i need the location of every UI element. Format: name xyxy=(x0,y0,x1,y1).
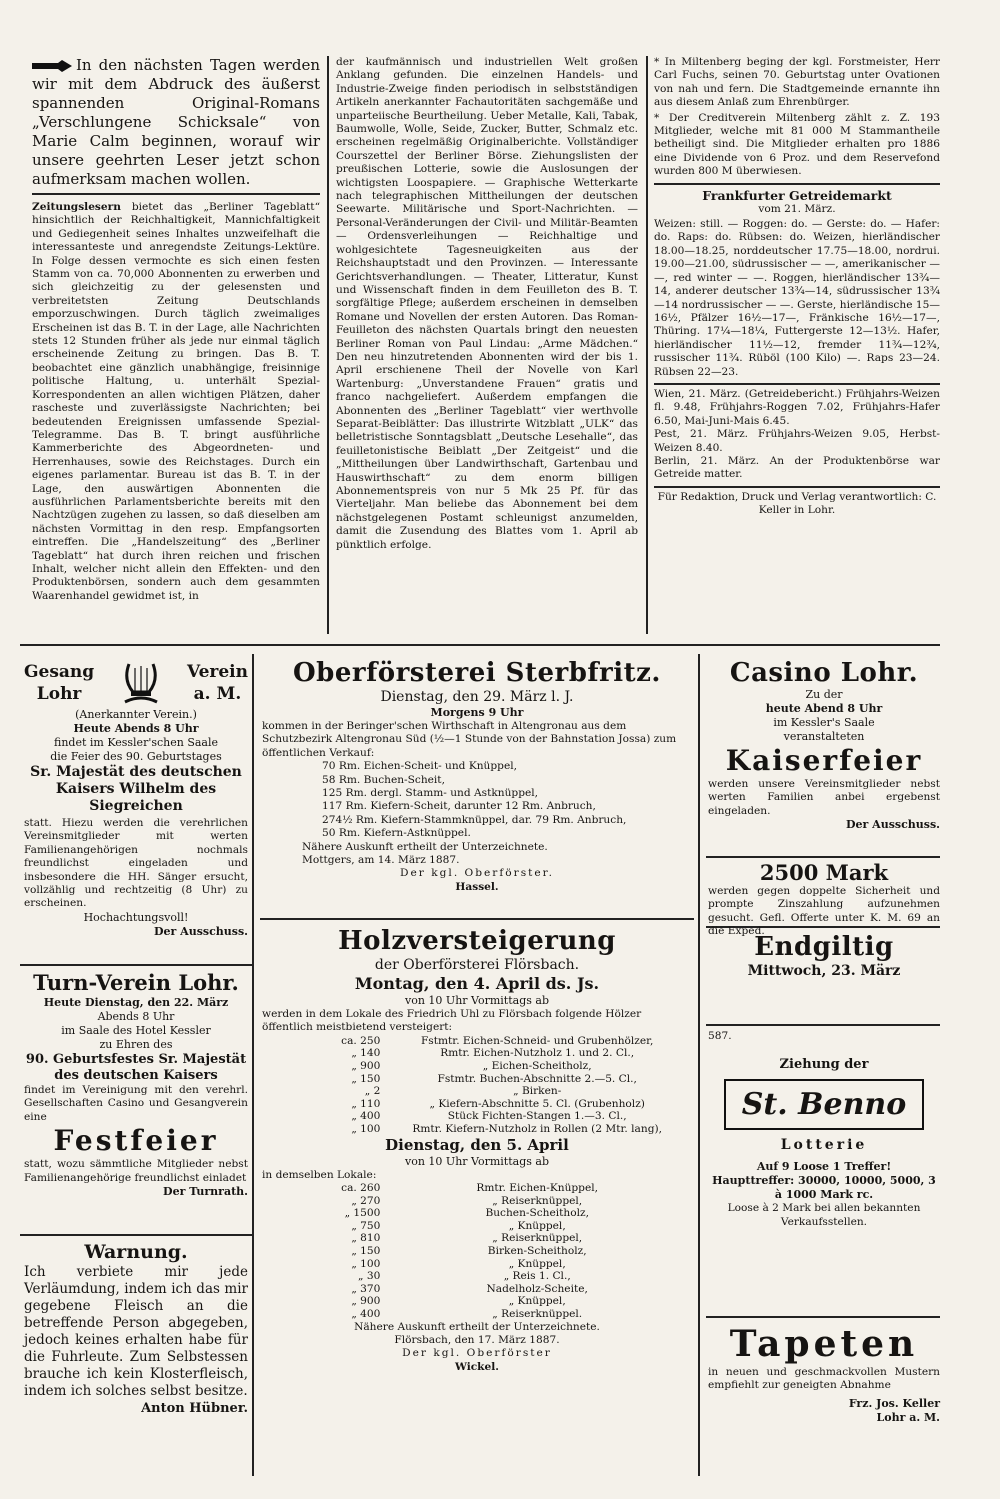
market-berlin: Berlin, 21. März. An der Produktenbörse war Getreide matter. xyxy=(654,454,940,481)
gesang-invitation: statt. Hiezu werden die verehrlichen Vereinsmitglieder mit werten Familienangehörigen nochmals freundlichst eingeladen und insbesondere die HH. Sänger ersucht, vollzählig und rechtzeitig (8 Uhr) zu erscheinen. xyxy=(24,817,248,910)
warnung-signature: Anton Hübner. xyxy=(141,1401,248,1416)
turn-place: im Saale des Hotel Kessler xyxy=(61,1024,211,1037)
wood-lot-row xyxy=(262,1295,692,1308)
wood-lot-row xyxy=(262,1308,692,1321)
wood-lot-description: Nadelholz-Scheite, xyxy=(486,1282,588,1295)
section-rule xyxy=(654,486,940,488)
gesang-word: Gesang xyxy=(24,662,95,682)
wood-lot-quantity: „ 400 xyxy=(351,1110,381,1123)
tageblatt-article xyxy=(32,201,320,603)
casino-l1: Zu der xyxy=(805,688,843,701)
wood-lot-description: „ Knüppel, xyxy=(508,1257,566,1270)
holz-title: Holzversteigerung xyxy=(338,926,616,956)
wood-lot-description: „ Kiefern-Abschnitte 5. Cl. (Grubenholz) xyxy=(429,1097,645,1110)
sterb-item: 274½ Rm. Kiefern-Stammknüppel, dar. 79 Rm. Anbruch, xyxy=(322,813,627,826)
wood-lot-quantity: ca. 250 xyxy=(341,1034,381,1047)
holz-outro: Nähere Auskunft ertheilt der Unterzeichnete. xyxy=(354,1320,600,1333)
holz-time2: von 10 Uhr Vormittags ab xyxy=(405,1154,549,1168)
column-left xyxy=(32,56,320,636)
section-rule xyxy=(20,964,252,966)
imprint: Für Redaktion, Druck und Verlag verantwortlich: C. Keller in Lohr. xyxy=(657,490,937,517)
gesang-recognized: (Anerkannter Verein.) xyxy=(75,708,197,721)
mark-text: werden gegen doppelte Sicherheit und prompte Zinszahlung aufzunehmen gesucht. Gefl. Offerte unter K. M. 69 an die Exped. xyxy=(708,885,940,938)
tapeten-title: Tapeten xyxy=(729,1323,919,1365)
wood-lot-row xyxy=(262,1207,692,1220)
turn-date: Heute Dienstag, den 22. März xyxy=(43,996,229,1009)
lotterie-price: Loose à 2 Mark bei allen bekannten Verkaufsstellen. xyxy=(727,1202,921,1228)
ad-turn-verein xyxy=(24,970,248,1230)
wood-lot-row xyxy=(262,1232,692,1245)
holz-sig1: Der kgl. Oberförster xyxy=(402,1347,552,1360)
market-title: Frankfurter Getreidemarkt xyxy=(702,187,892,203)
section-rule xyxy=(706,856,940,858)
wood-lot-quantity: „ 900 xyxy=(351,1295,381,1308)
wood-lot-row xyxy=(262,1123,692,1136)
ad-2500-mark xyxy=(708,860,940,938)
verein-word: Verein xyxy=(186,662,248,682)
sterb-sig1: Der kgl. Oberförster. xyxy=(400,867,554,880)
tapeten-sig2: Lohr a. M. xyxy=(876,1410,940,1424)
wood-lot-quantity: „ 150 xyxy=(351,1244,381,1257)
wood-lot-quantity: „ 370 xyxy=(351,1282,381,1295)
tageblatt-heading: Zeitungslesern xyxy=(32,201,121,213)
lyre-icon xyxy=(119,658,163,708)
holz-date1: Montag, den 4. April ds. Js. xyxy=(354,974,600,993)
endgiltig-date: Mittwoch, 23. März xyxy=(747,963,901,979)
casino-time: heute Abend 8 Uhr xyxy=(765,702,883,715)
wood-lot-row xyxy=(262,1073,692,1086)
turn-honor: zu Ehren des xyxy=(99,1038,173,1051)
newspaper-page xyxy=(20,56,940,1476)
lotterie-number: 587. xyxy=(708,1030,732,1042)
wood-lot-row xyxy=(262,1195,692,1208)
section-rule xyxy=(706,1024,940,1026)
wood-lot-description: Fstmtr. Buchen-Abschnitte 2.—5. Cl., xyxy=(437,1072,637,1085)
gesang-greeting: Hochachtungsvoll! xyxy=(83,910,189,924)
gesang-occasion: die Feier des 90. Geburtstages xyxy=(50,750,222,763)
sterb-item: 117 Rm. Kiefern-Scheit, darunter 12 Rm. Anbruch, xyxy=(322,800,596,813)
ad-oberfoersterei-sterbfritz xyxy=(262,658,692,914)
ad-casino-lohr xyxy=(708,658,940,852)
sterb-item: 58 Rm. Buchen-Scheit, xyxy=(322,773,445,786)
wood-lot-quantity: „ 270 xyxy=(351,1194,381,1207)
wood-lot-description: „ Reiserknüppel, xyxy=(492,1232,583,1245)
wood-lot-row xyxy=(262,1098,692,1111)
warnung-title: Warnung. xyxy=(84,1241,188,1263)
casino-l4: veranstalteten xyxy=(783,730,865,743)
casino-invitation: werden unsere Vereinsmitglieder nebst werten Familien anbei ergebenst eingeladen. xyxy=(708,778,940,817)
holz-place: Flörsbach, den 17. März 1887. xyxy=(394,1333,560,1346)
wood-lot-description: Rmtr. Eichen-Knüppel, xyxy=(476,1181,598,1194)
wood-lot-quantity: ca. 260 xyxy=(341,1181,381,1194)
column-rule xyxy=(646,56,648,634)
wood-lot-quantity: „ 140 xyxy=(351,1047,381,1060)
lotterie-prizes: Haupttreffer: 30000, 10000, 5000, 3 à 1000 Mark rc. xyxy=(712,1174,936,1202)
gesang-place: findet im Kessler'schen Saale xyxy=(53,736,219,749)
holz-time1: von 10 Uhr Vormittags ab xyxy=(405,994,549,1007)
sterb-item: 125 Rm. dergl. Stamm- und Astknüppel, xyxy=(322,787,539,800)
local-news-miltenberg: * In Miltenberg beging der kgl. Forstmeister, Herr Carl Fuchs, seinen 70. Geburtstag unter Ovationen von nah und fern. Die Stadtgemeinde ernannte ihn aus diesem Anlaß zum Ehrenbürger. xyxy=(654,56,940,109)
casino-place: im Kessler's Saale xyxy=(773,716,875,729)
wood-lot-row xyxy=(262,1035,692,1048)
market-wien: Wien, 21. März. (Getreidebericht.) Frühjahrs-Weizen fl. 9.48, Frühjahrs-Roggen 7.02, Frühjahrs-Hafer 6.50, Mai-Juni-Mais 6.45. xyxy=(654,387,940,427)
section-rule xyxy=(32,193,320,195)
wood-lot-row xyxy=(262,1245,692,1258)
section-rule xyxy=(20,644,940,646)
wood-lot-description: „ Reiserknüppel, xyxy=(492,1194,583,1207)
ad-warnung xyxy=(24,1240,248,1474)
ad-endgiltig xyxy=(708,932,940,1020)
lotterie-word: Lotterie xyxy=(780,1137,868,1154)
section-rule xyxy=(20,1234,252,1236)
market-date: vom 21. März. xyxy=(758,202,836,215)
ad-holzversteigerung xyxy=(262,926,692,1474)
wood-lot-quantity: „ 2 xyxy=(364,1085,381,1098)
casino-signature: Der Ausschuss. xyxy=(846,818,940,832)
tageblatt-continued: der kaufmännisch und industriellen Welt großen Anklang gefunden. Die einzelnen Handels- und Industrie-Zweige finden periodisch in selbstständigen Artikeln anerkannter Fachautoritäten sachgemäße und unparteiische Beurtheilung. Ueber Metalle, Kali, Tabak, Baumwolle, Wolle, Seide, Zucker, Butter, Schmalz etc. erscheinen regelmäßig Originalberichte. Vollständiger Courszettel der Berliner Börse. Ziehungslisten der preußischen Lotterie, sowie die Auslosungen der wichtigsten Loospapiere. — Graphische Wetterkarte nach telegraphischen Mittheilungen der deutschen Seewarte. Militärische und Sport-Nachrichten. — Personal-Veränderungen der Civil- und Militär-Beamten — Ordensverleihungen — Reichhaltige und wohlgesichtete Tagesneuigkeiten aus der Reichshauptstadt und den Provinzen. — Interessante Gerichtsverhandlungen. — Theater, Litteratur, Kunst und Wissenschaft finden in dem Feuilleton des B. T. sorgfältige Pflege; außerdem erscheinen in demselben Romane und Novellen der ersten Autoren. Das Roman-Feuilleton des nächsten Quartals bringt den neuesten Berliner Roman von Paul Lindau: „Arme Mädchen.“ Den neu hinzutretenden Abonnenten wird der bis 1. April erschienene Theil der Novelle von Karl Wartenburg: „Unverstandene Frauen“ gratis und franco nachgeliefert. Außerdem empfangen die Abonnenten des „Berliner Tageblatt“ vier werthvolle Separat-Beiblätter: Das illustrirte Witzblatt „ULK“ das belletristische Sonntagsblatt „Deutsche Lesehalle“, das feuilletonistische Beiblatt „Der Zeitgeist“ und die „Mittheilungen über Landwirthschaft, Gartenbau und Hauswirthschaft“ zu dem enorm billigen Abonnementspreis von nur 5 Mk 25 Pf. für das Vierteljahr. Man beliebe das Abonnement bei dem nächstgelegenen Postamt schleunigst anzumelden, damit die Zusendung des Blattes vom 1. April ab pünktlich erfolge. xyxy=(336,56,638,551)
wood-lot-description: Rmtr. Eichen-Nutzholz 1. und 2. Cl., xyxy=(440,1047,635,1060)
holz-location2: in demselben Lokale: xyxy=(262,1168,377,1181)
turn-time: Abends 8 Uhr xyxy=(97,1010,175,1023)
wood-lot-quantity: „ 810 xyxy=(351,1232,381,1245)
section-rule xyxy=(706,1316,940,1318)
wood-lot-row xyxy=(262,1182,692,1195)
wood-lot-quantity: „ 100 xyxy=(351,1122,381,1135)
local-news-creditverein: * Der Creditverein Miltenberg zählt z. Z. 193 Mitglieder, welche mit 81 000 M Stammantheile betheiligt sind. Die Mitglieder erhalten pro 1886 eine Dividende von 6 Proz. und dem Reservefond wurden 800 M überwiesen. xyxy=(654,111,940,178)
section-rule xyxy=(654,383,940,385)
wood-lot-quantity: „ 750 xyxy=(351,1219,381,1232)
wood-lot-description: Rmtr. Kiefern-Nutzholz in Rollen (2 Mtr. lang), xyxy=(412,1122,662,1135)
sterb-outro: Nähere Auskunft ertheilt der Unterzeichnete. xyxy=(302,840,548,853)
warnung-text: Ich verbiete mir jede Verläumdung, indem ich das mir gegebene Fleisch an die betreffende Person abgegeben, jedoch keines erhalten habe für die Fuhrleute. Zum Selbstessen brauche ich kein Klosterfleisch, indem ich solches selbst besitze. xyxy=(24,1264,248,1399)
turn-invitation: statt, wozu sämmtliche Mitglieder nebst Familienangehörige freundlichst einladet xyxy=(24,1158,248,1184)
tapeten-sig1: Frz. Jos. Keller xyxy=(848,1396,940,1410)
sterb-place: Mottgers, am 14. März 1887. xyxy=(302,854,460,867)
section-rule xyxy=(654,183,940,185)
gesang-time: Heute Abends 8 Uhr xyxy=(73,722,199,735)
wood-lot-row xyxy=(262,1270,692,1283)
wood-lot-description: Fstmtr. Eichen-Schneid- und Grubenhölzer, xyxy=(420,1034,654,1047)
sterb-title: Oberförsterei Sterbfritz. xyxy=(293,658,661,688)
endgiltig-title: Endgiltig xyxy=(754,932,894,962)
turn-joint: findet im Vereinigung mit den verehrl. Gesellschaften Casino und Gesangverein eine xyxy=(24,1084,248,1123)
novel-notice-text: In den nächsten Tagen werden wir mit dem Abdruck des äußerst spannenden Original-Romans „Verschlungene Schicksale“ von Marie Calm beginnen, worauf wir unsere geehrten Leser jetzt schon aufmerksam machen wollen. xyxy=(32,56,320,188)
turn-signature: Der Turnrath. xyxy=(163,1185,248,1199)
wood-lot-row xyxy=(262,1047,692,1060)
gesang-signature: Der Ausschuss. xyxy=(154,924,248,938)
column-right xyxy=(654,56,940,636)
wood-lot-quantity: „ 150 xyxy=(351,1072,381,1085)
wood-lot-description: „ Birken- xyxy=(513,1085,562,1098)
ad-gesang-verein xyxy=(24,658,248,958)
casino-title: Casino Lohr. xyxy=(729,658,919,688)
column-middle xyxy=(336,56,638,636)
tageblatt-text: bietet das „Berliner Tageblatt“ hinsichtlich der Reichhaltigkeit, Mannichfaltigkeit und Gediegenheit seines Inhaltes unzweifelhaft die interessanteste und anregendste Zeitungs-Lektüre. In Folge dessen vermochte es sich einen festen Stamm von ca. 70,000 Abonnenten zu erwerben und sich gleichzeitig zu der gelesensten und verbreitetsten Zeitung Deutschlands emporzuschwingen. Durch täglich zweimaliges Erscheinen ist das B. T. in der Lage, alle Nachrichten stets 12 Stunden früher als jede nur einmal täglich erscheinende Zeitung zu bringen. Das B. T. beobachtet eine gänzlich unabhängige, freisinnige politische Haltung, u. unterhält Spezial-Korrespondenten an allen wichtigen Plätzen, daher rascheste und zuverlässigste Nachrichten; bei bedeutenden Ereignissen umfassende Spezial-Telegramme. Das B. T. bringt ausführliche Kammerberichte des Abgeordneten- und Herrenhauses, sowie des Reichstages. Durch ein eigenes parlamentar. Bureau ist das B. T. in der Lage, den auswärtigen Abonnenten die ausführlichen Parlamentsberichte bereits mit den Nachtzügen zugehen zu lassen, so daß dieselben am nächsten Vormittag in den resp. Empfangsorten eintreffen. Die „Handelszeitung“ des „Berliner Tageblatt“ hat durch ihren reichen und frischen Inhalt, welcher nicht allein den Effekten- und den Produktenbörsen, sondern auch dem gesammten Waarenhandel gewidmet ist, in xyxy=(32,201,320,602)
gesang-kaiser: Sr. Majestät des deutschen Kaisers Wilhelm des Siegreichen xyxy=(30,764,242,814)
am-word: a. M. xyxy=(193,684,242,704)
wood-lot-row xyxy=(262,1258,692,1271)
wood-lot-row xyxy=(262,1060,692,1073)
lohr-word: Lohr xyxy=(36,684,82,704)
casino-kaiserfeier: Kaiserfeier xyxy=(725,744,923,777)
sterb-intro: kommen in der Beringer'schen Wirthschaft in Altengronau aus dem Schutzbezirk Altengronau Süd (½—1 Stunde von der Bahnstation Jossa) zum öffentlichen Verkauf: xyxy=(262,720,677,759)
wood-lot-quantity: „ 110 xyxy=(351,1097,381,1110)
lotterie-l1: Ziehung der xyxy=(779,1057,869,1073)
tapeten-text: in neuen und geschmackvollen Mustern empfiehlt zur geneigten Abnahme xyxy=(708,1366,940,1392)
column-rule xyxy=(327,56,329,634)
column-rule xyxy=(252,654,254,1476)
wood-lot-description: „ Reis 1. Cl., xyxy=(503,1270,571,1283)
turn-festfeier: Festfeier xyxy=(53,1124,219,1158)
market-report: Weizen: still. — Roggen: do. — Gerste: do. — Hafer: do. Raps: do. Rübsen: do. Weizen, hierländischer 18.00—18.25, norddeutscher 17.75—18.00, nordrui. 19.00—21.00, südrussischer — —, amerikanischer — —, red winter — —. Roggen, hierländischer 13¾—14, anderer deutscher 13¾—14, südrussischer 13¾—14 nordrussischer — —. Gerste, hierländische 15—16½, Pfälzer 16½—17—, Fränkische 16½—17—, Thüring. 17¼—18¼, Futtergerste 12—13½. Hafer, hierländischer 11½—12, fremder 11¾—12¾, russischer 11¾. Rüböl (100 Kilo) —. Raps 23—24. Rübsen 22—23. xyxy=(654,218,940,378)
wood-lot-row xyxy=(262,1220,692,1233)
wood-lot-description: Buchen-Scheitholz, xyxy=(485,1207,589,1220)
novel-notice xyxy=(32,56,320,189)
holz-sig2: Wickel. xyxy=(455,1360,499,1373)
wood-lot-description: „ Knüppel, xyxy=(508,1295,566,1308)
holz-table-day1 xyxy=(262,1035,692,1136)
wood-lot-description: „ Knüppel, xyxy=(508,1219,566,1232)
holz-intro: werden in dem Lokale des Friedrich Uhl zu Flörsbach folgende Hölzer öffentlich meistbietend versteigert: xyxy=(262,1008,642,1034)
wood-lot-description: Birken-Scheitholz, xyxy=(487,1244,587,1257)
section-rule xyxy=(260,918,694,920)
ad-lotterie xyxy=(708,1030,940,1312)
wood-lot-quantity: „ 1500 xyxy=(344,1207,381,1220)
turn-occasion: 90. Geburtsfestes Sr. Majestät des deutschen Kaisers xyxy=(25,1052,247,1083)
wood-lot-row xyxy=(262,1110,692,1123)
holz-subtitle: der Oberförsterei Flörsbach. xyxy=(374,957,580,973)
ad-tapeten xyxy=(708,1322,940,1474)
sterb-date: Dienstag, den 29. März l. J. xyxy=(380,689,574,705)
st-benno-logo: St. Benno xyxy=(724,1079,925,1130)
pointing-hand-icon xyxy=(32,60,72,72)
holz-date2: Dienstag, den 5. April xyxy=(385,1135,569,1154)
mark-title: 2500 Mark xyxy=(759,860,889,885)
sterb-sig2: Hassel. xyxy=(455,880,499,893)
wood-lot-description: „ Reiserknüppel. xyxy=(492,1307,583,1320)
column-rule xyxy=(698,654,700,1476)
sterb-item: 50 Rm. Kiefern-Astknüppel. xyxy=(322,827,471,840)
wood-lot-description: „ Eichen-Scheitholz, xyxy=(482,1060,592,1072)
wood-lot-quantity: „ 30 xyxy=(358,1270,381,1283)
wood-lot-quantity: „ 100 xyxy=(351,1257,381,1270)
wood-lot-quantity: „ 400 xyxy=(351,1307,381,1320)
wood-lot-row xyxy=(262,1283,692,1296)
lotterie-odds: Auf 9 Loose 1 Treffer! xyxy=(756,1160,892,1174)
wood-lot-row xyxy=(262,1085,692,1098)
wood-lot-quantity: „ 900 xyxy=(351,1060,381,1072)
sterb-item: 70 Rm. Eichen-Scheit- und Knüppel, xyxy=(322,760,517,773)
holz-table-day2 xyxy=(262,1182,692,1321)
market-pest: Pest, 21. März. Frühjahrs-Weizen 9.05, Herbst-Weizen 8.40. xyxy=(654,428,940,454)
sterb-items xyxy=(262,760,692,840)
wood-lot-description: Stück Fichten-Stangen 1.—3. Cl., xyxy=(447,1110,627,1123)
turn-title: Turn-Verein Lohr. xyxy=(33,970,239,995)
sterb-time: Morgens 9 Uhr xyxy=(430,706,524,719)
